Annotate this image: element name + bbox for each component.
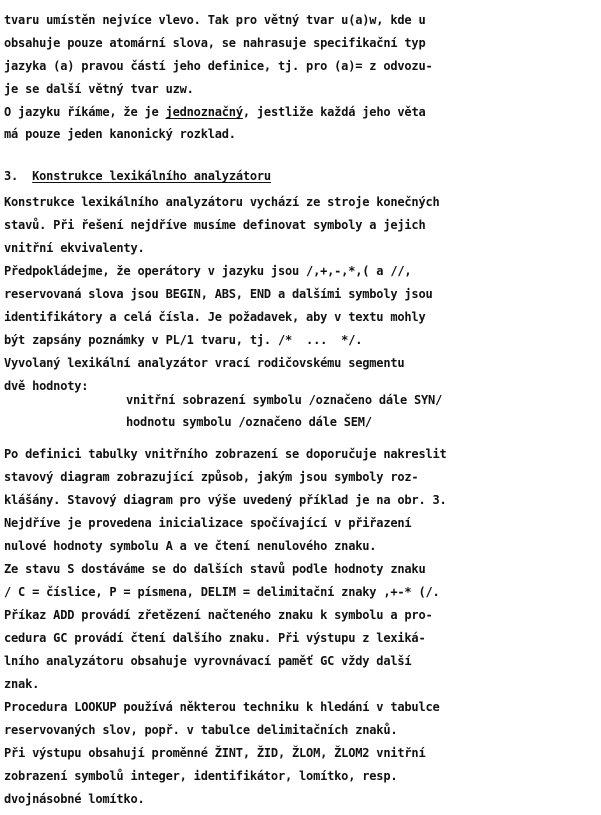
text-line: Při výstupu obsahují proměnné ŽINT, ŽID, ŽLOM, ŽLOM2 vnitřní: [4, 746, 426, 760]
text-line: stavový diagram zobrazující způsob, jakým jsou symboly roz-: [4, 470, 419, 484]
text-line: Předpokládejme, že operátory v jazyku jsou /,+,-,*,( a //,: [4, 264, 412, 278]
text-line: Vyvolaný lexikální analyzátor vrací rodičovskému segmentu: [4, 356, 405, 370]
text-line: Konstrukce lexikálního analyzátoru vychází ze stroje konečných: [4, 195, 440, 209]
indented-line: hodnotu symbolu /označeno dále SEM/: [126, 415, 372, 429]
text-line: identifikátory a celá čísla. Je požadavek, aby v textu mohly: [4, 310, 426, 324]
text-line: jazyka (a) pravou částí jeho definice, tj. pro (a)= z odvozu-: [4, 59, 433, 73]
text-line: lního analyzátoru obsahuje vyrovnávací paměť GC vždy další: [4, 654, 412, 668]
text-line: tvaru umístěn nejvíce vlevo. Tak pro větný tvar u(a)w, kde u: [4, 13, 426, 27]
indented-line: vnitřní sobrazení symbolu /označeno dále SYN/: [126, 393, 443, 407]
text-line: klášány. Stavový diagram pro výše uvedený příklad je na obr. 3.: [4, 493, 447, 507]
text-fragment: O jazyku říkáme, že je: [4, 105, 166, 119]
text-line: Procedura LOOKUP používá některou techniku k hledání v tabulce: [4, 700, 440, 714]
text-fragment: , jestliže každá jeho věta: [242, 105, 426, 119]
text-line: má pouze jeden kanonický rozklad.: [4, 127, 236, 141]
section-number: 3.: [4, 169, 19, 183]
text-line: Příkaz ADD provádí zřetězení načteného znaku k symbolu a pro-: [4, 608, 433, 622]
text-line: reservovaných slov, popř. v tabulce delimitačních znaků.: [4, 723, 398, 737]
text-line: [4, 104, 426, 120]
text-line: Nejdříve je provedena inicializace spočívající v přiřazení: [4, 516, 412, 530]
text-line: / C = číslice, P = písmena, DELIM = delimitační znaky ,+-* (/.: [4, 585, 440, 599]
text-line: cedura GC provádí čtení dalšího znaku. Při výstupu z lexiká-: [4, 631, 426, 645]
text-line: dvě hodnoty:: [4, 379, 89, 393]
section-heading: [4, 168, 271, 184]
text-line: reservovaná slova jsou BEGIN, ABS, END a dalšími symboly jsou: [4, 287, 433, 301]
text-line: Po definici tabulky vnitřního zobrazení se doporučuje nakreslit: [4, 447, 447, 461]
text-line: Ze stavu S dostáváme se do dalších stavů podle hodnoty znaku: [4, 562, 426, 576]
emphasized-term: jednoznačný: [165, 105, 243, 119]
text-line: znak.: [4, 677, 40, 691]
text-line: nulové hodnoty symbolu A a ve čtení nenulového znaku.: [4, 539, 377, 553]
section-title: Konstrukce lexikálního analyzátoru: [32, 169, 271, 183]
text-line: být zapsány poznámky v PL/1 tvaru, tj. /* ... */.: [4, 333, 363, 347]
text-line: je se další větný tvar uzw.: [4, 82, 194, 96]
text-line: stavů. Při řešení nejdříve musíme definovat symboly a jejich: [4, 218, 426, 232]
text-line: vnitřní ekvivalenty.: [4, 241, 145, 255]
text-line: zobrazení symbolů integer, identifikátor, lomítko, resp.: [4, 769, 398, 783]
text-line: obsahuje pouze atomární slova, se nahrasuje specifikační typ: [4, 36, 426, 50]
text-line: dvojnásobné lomítko.: [4, 792, 145, 806]
